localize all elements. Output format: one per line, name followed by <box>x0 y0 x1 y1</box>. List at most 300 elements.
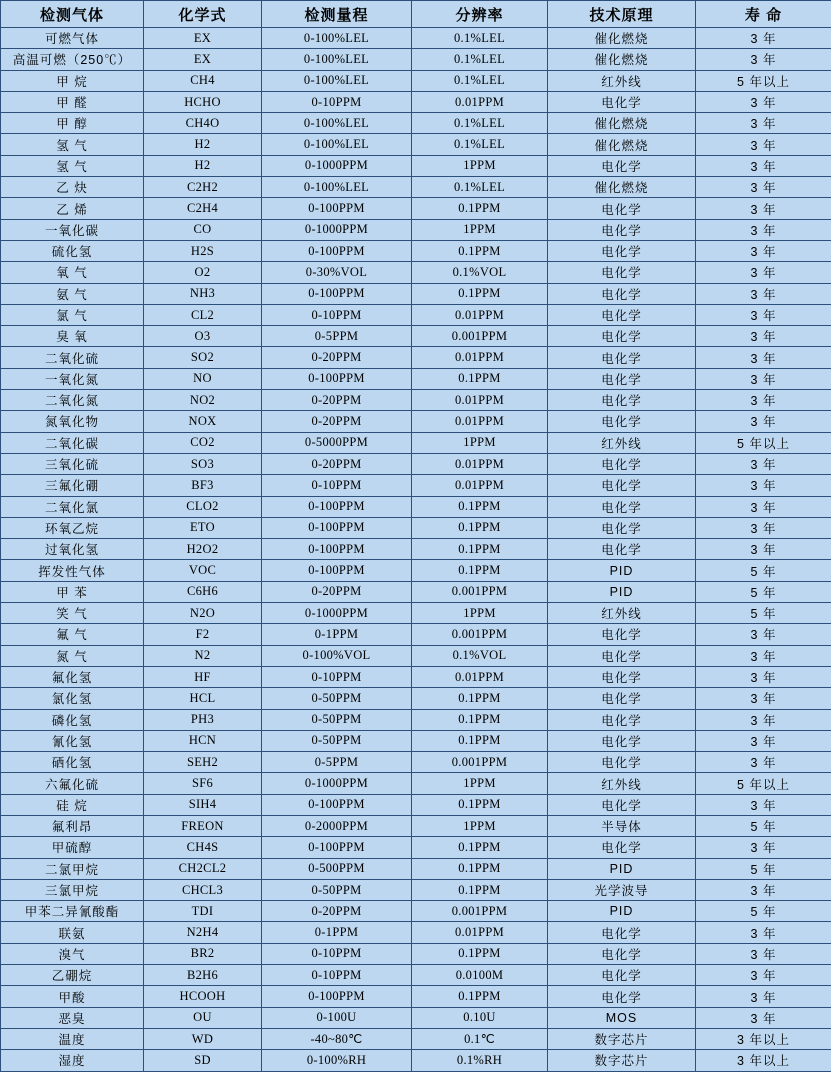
cell-gas-name: 氰化氢 <box>1 730 144 751</box>
cell-technology: 红外线 <box>548 432 696 453</box>
cell-technology: 电化学 <box>548 539 696 560</box>
cell-technology: 电化学 <box>548 91 696 112</box>
cell-chemical-formula: HCOOH <box>144 986 262 1007</box>
table-header <box>1 1 831 28</box>
cell-detection-range: 0-100%LEL <box>262 113 412 134</box>
cell-chemical-formula: CHCL3 <box>144 879 262 900</box>
table-row <box>1 943 831 964</box>
cell-detection-range: 0-10PPM <box>262 965 412 986</box>
cell-technology: 电化学 <box>548 943 696 964</box>
table-row <box>1 326 831 347</box>
cell-gas-name: 氮氧化物 <box>1 411 144 432</box>
cell-gas-name: 甲 醛 <box>1 91 144 112</box>
cell-technology: 催化燃烧 <box>548 177 696 198</box>
cell-technology: 催化燃烧 <box>548 28 696 49</box>
cell-resolution: 0.01PPM <box>412 475 548 496</box>
table-row <box>1 709 831 730</box>
cell-gas-name: 三氧化硫 <box>1 453 144 474</box>
cell-technology: 电化学 <box>548 730 696 751</box>
cell-lifespan: 3 年 <box>696 624 831 645</box>
cell-chemical-formula: CLO2 <box>144 496 262 517</box>
cell-chemical-formula: HCHO <box>144 91 262 112</box>
table-row <box>1 198 831 219</box>
cell-lifespan: 3 年 <box>696 1007 831 1028</box>
cell-resolution: 0.1%LEL <box>412 49 548 70</box>
cell-chemical-formula: CL2 <box>144 304 262 325</box>
cell-chemical-formula: H2S <box>144 240 262 261</box>
cell-technology: 电化学 <box>548 155 696 176</box>
cell-detection-range: 0-50PPM <box>262 709 412 730</box>
cell-technology: PID <box>548 858 696 879</box>
cell-chemical-formula: BR2 <box>144 943 262 964</box>
cell-gas-name: 甲 醇 <box>1 113 144 134</box>
cell-detection-range: 0-2000PPM <box>262 815 412 836</box>
cell-detection-range: 0-5000PPM <box>262 432 412 453</box>
cell-detection-range: 0-500PPM <box>262 858 412 879</box>
column-header-chemical-formula: 化学式 <box>144 1 262 28</box>
cell-gas-name: 氨 气 <box>1 283 144 304</box>
cell-lifespan: 3 年 <box>696 390 831 411</box>
table-row <box>1 986 831 1007</box>
cell-gas-name: 氟利昂 <box>1 815 144 836</box>
cell-gas-name: 二氯甲烷 <box>1 858 144 879</box>
cell-lifespan: 3 年 <box>696 965 831 986</box>
cell-technology: 电化学 <box>548 794 696 815</box>
cell-resolution: 0.001PPM <box>412 901 548 922</box>
cell-technology: 电化学 <box>548 240 696 261</box>
cell-lifespan: 3 年 <box>696 517 831 538</box>
cell-gas-name: 二氧化硫 <box>1 347 144 368</box>
cell-technology: 电化学 <box>548 262 696 283</box>
cell-technology: 电化学 <box>548 304 696 325</box>
cell-gas-name: 恶臭 <box>1 1007 144 1028</box>
cell-detection-range: 0-5PPM <box>262 326 412 347</box>
cell-resolution: 0.1%LEL <box>412 177 548 198</box>
cell-detection-range: 0-100PPM <box>262 283 412 304</box>
cell-resolution: 0.1PPM <box>412 709 548 730</box>
cell-resolution: 0.1PPM <box>412 730 548 751</box>
column-header-resolution: 分辨率 <box>412 1 548 28</box>
cell-detection-range: 0-100%LEL <box>262 134 412 155</box>
table-row <box>1 773 831 794</box>
cell-detection-range: -40~80℃ <box>262 1028 412 1049</box>
table-row <box>1 837 831 858</box>
cell-technology: 催化燃烧 <box>548 49 696 70</box>
cell-gas-name: 六氟化硫 <box>1 773 144 794</box>
cell-technology: PID <box>548 901 696 922</box>
cell-gas-name: 氧 气 <box>1 262 144 283</box>
cell-gas-name: 甲 烷 <box>1 70 144 91</box>
cell-chemical-formula: CH4S <box>144 837 262 858</box>
cell-resolution: 0.0100M <box>412 965 548 986</box>
table-row <box>1 539 831 560</box>
cell-gas-name: 温度 <box>1 1028 144 1049</box>
cell-detection-range: 0-100PPM <box>262 986 412 1007</box>
cell-gas-name: 氟 气 <box>1 624 144 645</box>
table-row <box>1 858 831 879</box>
cell-lifespan: 3 年 <box>696 28 831 49</box>
table-row <box>1 965 831 986</box>
cell-gas-name: 笑 气 <box>1 603 144 624</box>
cell-resolution: 1PPM <box>412 219 548 240</box>
cell-gas-name: 氯化氢 <box>1 688 144 709</box>
cell-detection-range: 0-100PPM <box>262 368 412 389</box>
cell-lifespan: 3 年 <box>696 177 831 198</box>
cell-detection-range: 0-1000PPM <box>262 155 412 176</box>
cell-technology: 电化学 <box>548 368 696 389</box>
table-row <box>1 304 831 325</box>
cell-resolution: 0.1PPM <box>412 539 548 560</box>
cell-technology: 电化学 <box>548 688 696 709</box>
table-row <box>1 219 831 240</box>
cell-technology: PID <box>548 560 696 581</box>
cell-lifespan: 5 年以上 <box>696 432 831 453</box>
cell-detection-range: 0-100%VOL <box>262 645 412 666</box>
table-row <box>1 603 831 624</box>
cell-resolution: 0.1PPM <box>412 496 548 517</box>
cell-gas-name: 氯 气 <box>1 304 144 325</box>
cell-detection-range: 0-100PPM <box>262 837 412 858</box>
table-row <box>1 240 831 261</box>
cell-chemical-formula: O2 <box>144 262 262 283</box>
table-header-row <box>1 1 831 28</box>
cell-lifespan: 3 年 <box>696 240 831 261</box>
cell-gas-name: 一氧化碳 <box>1 219 144 240</box>
cell-lifespan: 3 年 <box>696 922 831 943</box>
cell-resolution: 0.01PPM <box>412 411 548 432</box>
cell-resolution: 0.1PPM <box>412 283 548 304</box>
cell-detection-range: 0-1PPM <box>262 624 412 645</box>
cell-technology: 电化学 <box>548 347 696 368</box>
cell-lifespan: 5 年 <box>696 815 831 836</box>
cell-resolution: 0.1PPM <box>412 240 548 261</box>
cell-technology: 电化学 <box>548 411 696 432</box>
cell-technology: 电化学 <box>548 326 696 347</box>
table-row <box>1 475 831 496</box>
cell-gas-name: 硫化氢 <box>1 240 144 261</box>
cell-gas-name: 二氧化碳 <box>1 432 144 453</box>
cell-lifespan: 3 年 <box>696 688 831 709</box>
table-row <box>1 815 831 836</box>
cell-detection-range: 0-50PPM <box>262 730 412 751</box>
cell-chemical-formula: HCL <box>144 688 262 709</box>
cell-gas-name: 甲苯二异氰酸酯 <box>1 901 144 922</box>
cell-detection-range: 0-100%LEL <box>262 177 412 198</box>
cell-chemical-formula: EX <box>144 28 262 49</box>
table-row <box>1 177 831 198</box>
cell-lifespan: 3 年 <box>696 113 831 134</box>
cell-technology: 催化燃烧 <box>548 113 696 134</box>
table-row <box>1 688 831 709</box>
cell-lifespan: 3 年 <box>696 666 831 687</box>
cell-technology: 数字芯片 <box>548 1028 696 1049</box>
cell-chemical-formula: C2H4 <box>144 198 262 219</box>
cell-chemical-formula: N2H4 <box>144 922 262 943</box>
cell-resolution: 0.1%LEL <box>412 28 548 49</box>
cell-gas-name: 二氧化氮 <box>1 390 144 411</box>
cell-detection-range: 0-100%LEL <box>262 49 412 70</box>
cell-lifespan: 5 年 <box>696 581 831 602</box>
cell-resolution: 0.001PPM <box>412 624 548 645</box>
cell-detection-range: 0-100PPM <box>262 560 412 581</box>
cell-resolution: 0.1%LEL <box>412 113 548 134</box>
column-header-technology: 技术原理 <box>548 1 696 28</box>
cell-chemical-formula: ETO <box>144 517 262 538</box>
cell-gas-name: 湿度 <box>1 1050 144 1071</box>
cell-lifespan: 5 年 <box>696 901 831 922</box>
cell-lifespan: 3 年 <box>696 49 831 70</box>
cell-detection-range: 0-1000PPM <box>262 773 412 794</box>
cell-lifespan: 3 年 <box>696 879 831 900</box>
cell-gas-name: 氢 气 <box>1 134 144 155</box>
cell-gas-name: 乙 烯 <box>1 198 144 219</box>
cell-resolution: 0.01PPM <box>412 390 548 411</box>
cell-lifespan: 3 年 <box>696 411 831 432</box>
cell-resolution: 0.1PPM <box>412 517 548 538</box>
cell-lifespan: 3 年以上 <box>696 1028 831 1049</box>
cell-gas-name: 三氟化硼 <box>1 475 144 496</box>
cell-chemical-formula: CH4 <box>144 70 262 91</box>
cell-chemical-formula: HCN <box>144 730 262 751</box>
cell-lifespan: 3 年 <box>696 283 831 304</box>
cell-technology: 电化学 <box>548 475 696 496</box>
cell-gas-name: 臭 氧 <box>1 326 144 347</box>
cell-detection-range: 0-10PPM <box>262 475 412 496</box>
cell-detection-range: 0-100PPM <box>262 539 412 560</box>
cell-lifespan: 3 年 <box>696 219 831 240</box>
cell-lifespan: 3 年 <box>696 475 831 496</box>
cell-detection-range: 0-30%VOL <box>262 262 412 283</box>
table-row <box>1 901 831 922</box>
cell-gas-name: 可燃气体 <box>1 28 144 49</box>
cell-lifespan: 3 年以上 <box>696 1050 831 1071</box>
column-header-lifespan: 寿 命 <box>696 1 831 28</box>
cell-detection-range: 0-50PPM <box>262 879 412 900</box>
cell-resolution: 0.1PPM <box>412 688 548 709</box>
cell-resolution: 0.1%RH <box>412 1050 548 1071</box>
cell-gas-name: 挥发性气体 <box>1 560 144 581</box>
cell-chemical-formula: CO2 <box>144 432 262 453</box>
cell-gas-name: 氮 气 <box>1 645 144 666</box>
table-row <box>1 70 831 91</box>
cell-lifespan: 3 年 <box>696 645 831 666</box>
cell-gas-name: 联氨 <box>1 922 144 943</box>
cell-gas-name: 甲酸 <box>1 986 144 1007</box>
cell-technology: 数字芯片 <box>548 1050 696 1071</box>
cell-lifespan: 3 年 <box>696 304 831 325</box>
cell-resolution: 1PPM <box>412 432 548 453</box>
cell-chemical-formula: C2H2 <box>144 177 262 198</box>
table-row <box>1 752 831 773</box>
cell-technology: 电化学 <box>548 922 696 943</box>
cell-detection-range: 0-20PPM <box>262 453 412 474</box>
table-row <box>1 560 831 581</box>
cell-resolution: 0.1PPM <box>412 198 548 219</box>
cell-lifespan: 3 年 <box>696 986 831 1007</box>
table-row <box>1 134 831 155</box>
cell-lifespan: 3 年 <box>696 198 831 219</box>
cell-detection-range: 0-100PPM <box>262 794 412 815</box>
cell-technology: 光学波导 <box>548 879 696 900</box>
table-row <box>1 411 831 432</box>
table-row <box>1 1007 831 1028</box>
cell-detection-range: 0-10PPM <box>262 304 412 325</box>
table-row <box>1 624 831 645</box>
cell-gas-name: 氟化氢 <box>1 666 144 687</box>
cell-detection-range: 0-20PPM <box>262 347 412 368</box>
cell-resolution: 0.001PPM <box>412 581 548 602</box>
cell-detection-range: 0-100%LEL <box>262 28 412 49</box>
cell-resolution: 0.1%LEL <box>412 134 548 155</box>
cell-chemical-formula: N2O <box>144 603 262 624</box>
table-row <box>1 91 831 112</box>
cell-technology: 电化学 <box>548 709 696 730</box>
cell-resolution: 1PPM <box>412 773 548 794</box>
cell-resolution: 0.01PPM <box>412 91 548 112</box>
cell-chemical-formula: N2 <box>144 645 262 666</box>
cell-resolution: 0.1PPM <box>412 879 548 900</box>
cell-gas-name: 硒化氢 <box>1 752 144 773</box>
cell-chemical-formula: SIH4 <box>144 794 262 815</box>
table-row <box>1 922 831 943</box>
cell-gas-name: 甲 苯 <box>1 581 144 602</box>
cell-technology: 电化学 <box>548 517 696 538</box>
cell-chemical-formula: NO <box>144 368 262 389</box>
cell-lifespan: 3 年 <box>696 91 831 112</box>
cell-detection-range: 0-10PPM <box>262 666 412 687</box>
table-row <box>1 28 831 49</box>
cell-gas-name: 磷化氢 <box>1 709 144 730</box>
cell-lifespan: 3 年 <box>696 709 831 730</box>
cell-technology: 电化学 <box>548 390 696 411</box>
cell-resolution: 0.1PPM <box>412 986 548 1007</box>
cell-detection-range: 0-20PPM <box>262 901 412 922</box>
cell-technology: 催化燃烧 <box>548 134 696 155</box>
cell-lifespan: 3 年 <box>696 496 831 517</box>
cell-resolution: 0.01PPM <box>412 922 548 943</box>
table-row <box>1 113 831 134</box>
column-header-detection-range: 检测量程 <box>262 1 412 28</box>
cell-detection-range: 0-20PPM <box>262 411 412 432</box>
cell-technology: 电化学 <box>548 496 696 517</box>
cell-lifespan: 3 年 <box>696 539 831 560</box>
cell-chemical-formula: NH3 <box>144 283 262 304</box>
cell-technology: 半导体 <box>548 815 696 836</box>
table-row <box>1 794 831 815</box>
cell-resolution: 0.01PPM <box>412 304 548 325</box>
cell-resolution: 1PPM <box>412 603 548 624</box>
cell-resolution: 0.10U <box>412 1007 548 1028</box>
cell-chemical-formula: VOC <box>144 560 262 581</box>
cell-chemical-formula: SO3 <box>144 453 262 474</box>
cell-gas-name: 乙硼烷 <box>1 965 144 986</box>
cell-technology: 红外线 <box>548 70 696 91</box>
cell-gas-name: 一氧化氮 <box>1 368 144 389</box>
cell-chemical-formula: BF3 <box>144 475 262 496</box>
cell-chemical-formula: SF6 <box>144 773 262 794</box>
cell-resolution: 0.001PPM <box>412 326 548 347</box>
cell-chemical-formula: SEH2 <box>144 752 262 773</box>
cell-gas-name: 高温可燃（250℃） <box>1 49 144 70</box>
cell-detection-range: 0-10PPM <box>262 943 412 964</box>
cell-chemical-formula: CH4O <box>144 113 262 134</box>
cell-detection-range: 0-100U <box>262 1007 412 1028</box>
cell-chemical-formula: B2H6 <box>144 965 262 986</box>
table-row <box>1 730 831 751</box>
cell-gas-name: 溴气 <box>1 943 144 964</box>
table-row <box>1 432 831 453</box>
cell-technology: 红外线 <box>548 603 696 624</box>
cell-resolution: 0.1℃ <box>412 1028 548 1049</box>
cell-gas-name: 三氯甲烷 <box>1 879 144 900</box>
cell-chemical-formula: O3 <box>144 326 262 347</box>
cell-detection-range: 0-100PPM <box>262 496 412 517</box>
cell-technology: MOS <box>548 1007 696 1028</box>
table-row <box>1 262 831 283</box>
cell-gas-name: 过氧化氢 <box>1 539 144 560</box>
cell-lifespan: 5 年 <box>696 603 831 624</box>
cell-chemical-formula: CH2CL2 <box>144 858 262 879</box>
cell-resolution: 0.01PPM <box>412 666 548 687</box>
cell-resolution: 0.01PPM <box>412 347 548 368</box>
cell-technology: PID <box>548 581 696 602</box>
cell-technology: 电化学 <box>548 752 696 773</box>
cell-lifespan: 3 年 <box>696 262 831 283</box>
cell-chemical-formula: H2 <box>144 134 262 155</box>
cell-technology: 电化学 <box>548 666 696 687</box>
cell-resolution: 0.1%VOL <box>412 645 548 666</box>
cell-chemical-formula: PH3 <box>144 709 262 730</box>
cell-resolution: 0.1%LEL <box>412 70 548 91</box>
cell-lifespan: 3 年 <box>696 347 831 368</box>
cell-chemical-formula: F2 <box>144 624 262 645</box>
cell-detection-range: 0-50PPM <box>262 688 412 709</box>
table-body <box>1 28 831 1072</box>
cell-resolution: 0.1%VOL <box>412 262 548 283</box>
cell-chemical-formula: HF <box>144 666 262 687</box>
cell-chemical-formula: CO <box>144 219 262 240</box>
table-row <box>1 879 831 900</box>
table-row <box>1 1050 831 1071</box>
cell-gas-name: 环氧乙烷 <box>1 517 144 538</box>
cell-detection-range: 0-1000PPM <box>262 219 412 240</box>
cell-lifespan: 5 年 <box>696 560 831 581</box>
table-row <box>1 517 831 538</box>
cell-lifespan: 3 年 <box>696 794 831 815</box>
cell-resolution: 0.1PPM <box>412 794 548 815</box>
table-row <box>1 347 831 368</box>
cell-detection-range: 0-10PPM <box>262 91 412 112</box>
cell-lifespan: 3 年 <box>696 752 831 773</box>
table-row <box>1 283 831 304</box>
cell-technology: 红外线 <box>548 773 696 794</box>
table-row <box>1 49 831 70</box>
cell-technology: 电化学 <box>548 453 696 474</box>
cell-resolution: 0.1PPM <box>412 858 548 879</box>
cell-lifespan: 3 年 <box>696 134 831 155</box>
cell-resolution: 1PPM <box>412 815 548 836</box>
table-row <box>1 453 831 474</box>
column-header-gas-name: 检测气体 <box>1 1 144 28</box>
cell-detection-range: 0-5PPM <box>262 752 412 773</box>
cell-chemical-formula: SD <box>144 1050 262 1071</box>
cell-resolution: 1PPM <box>412 155 548 176</box>
cell-detection-range: 0-100%RH <box>262 1050 412 1071</box>
cell-technology: 电化学 <box>548 219 696 240</box>
cell-chemical-formula: C6H6 <box>144 581 262 602</box>
cell-chemical-formula: NO2 <box>144 390 262 411</box>
cell-detection-range: 0-1PPM <box>262 922 412 943</box>
